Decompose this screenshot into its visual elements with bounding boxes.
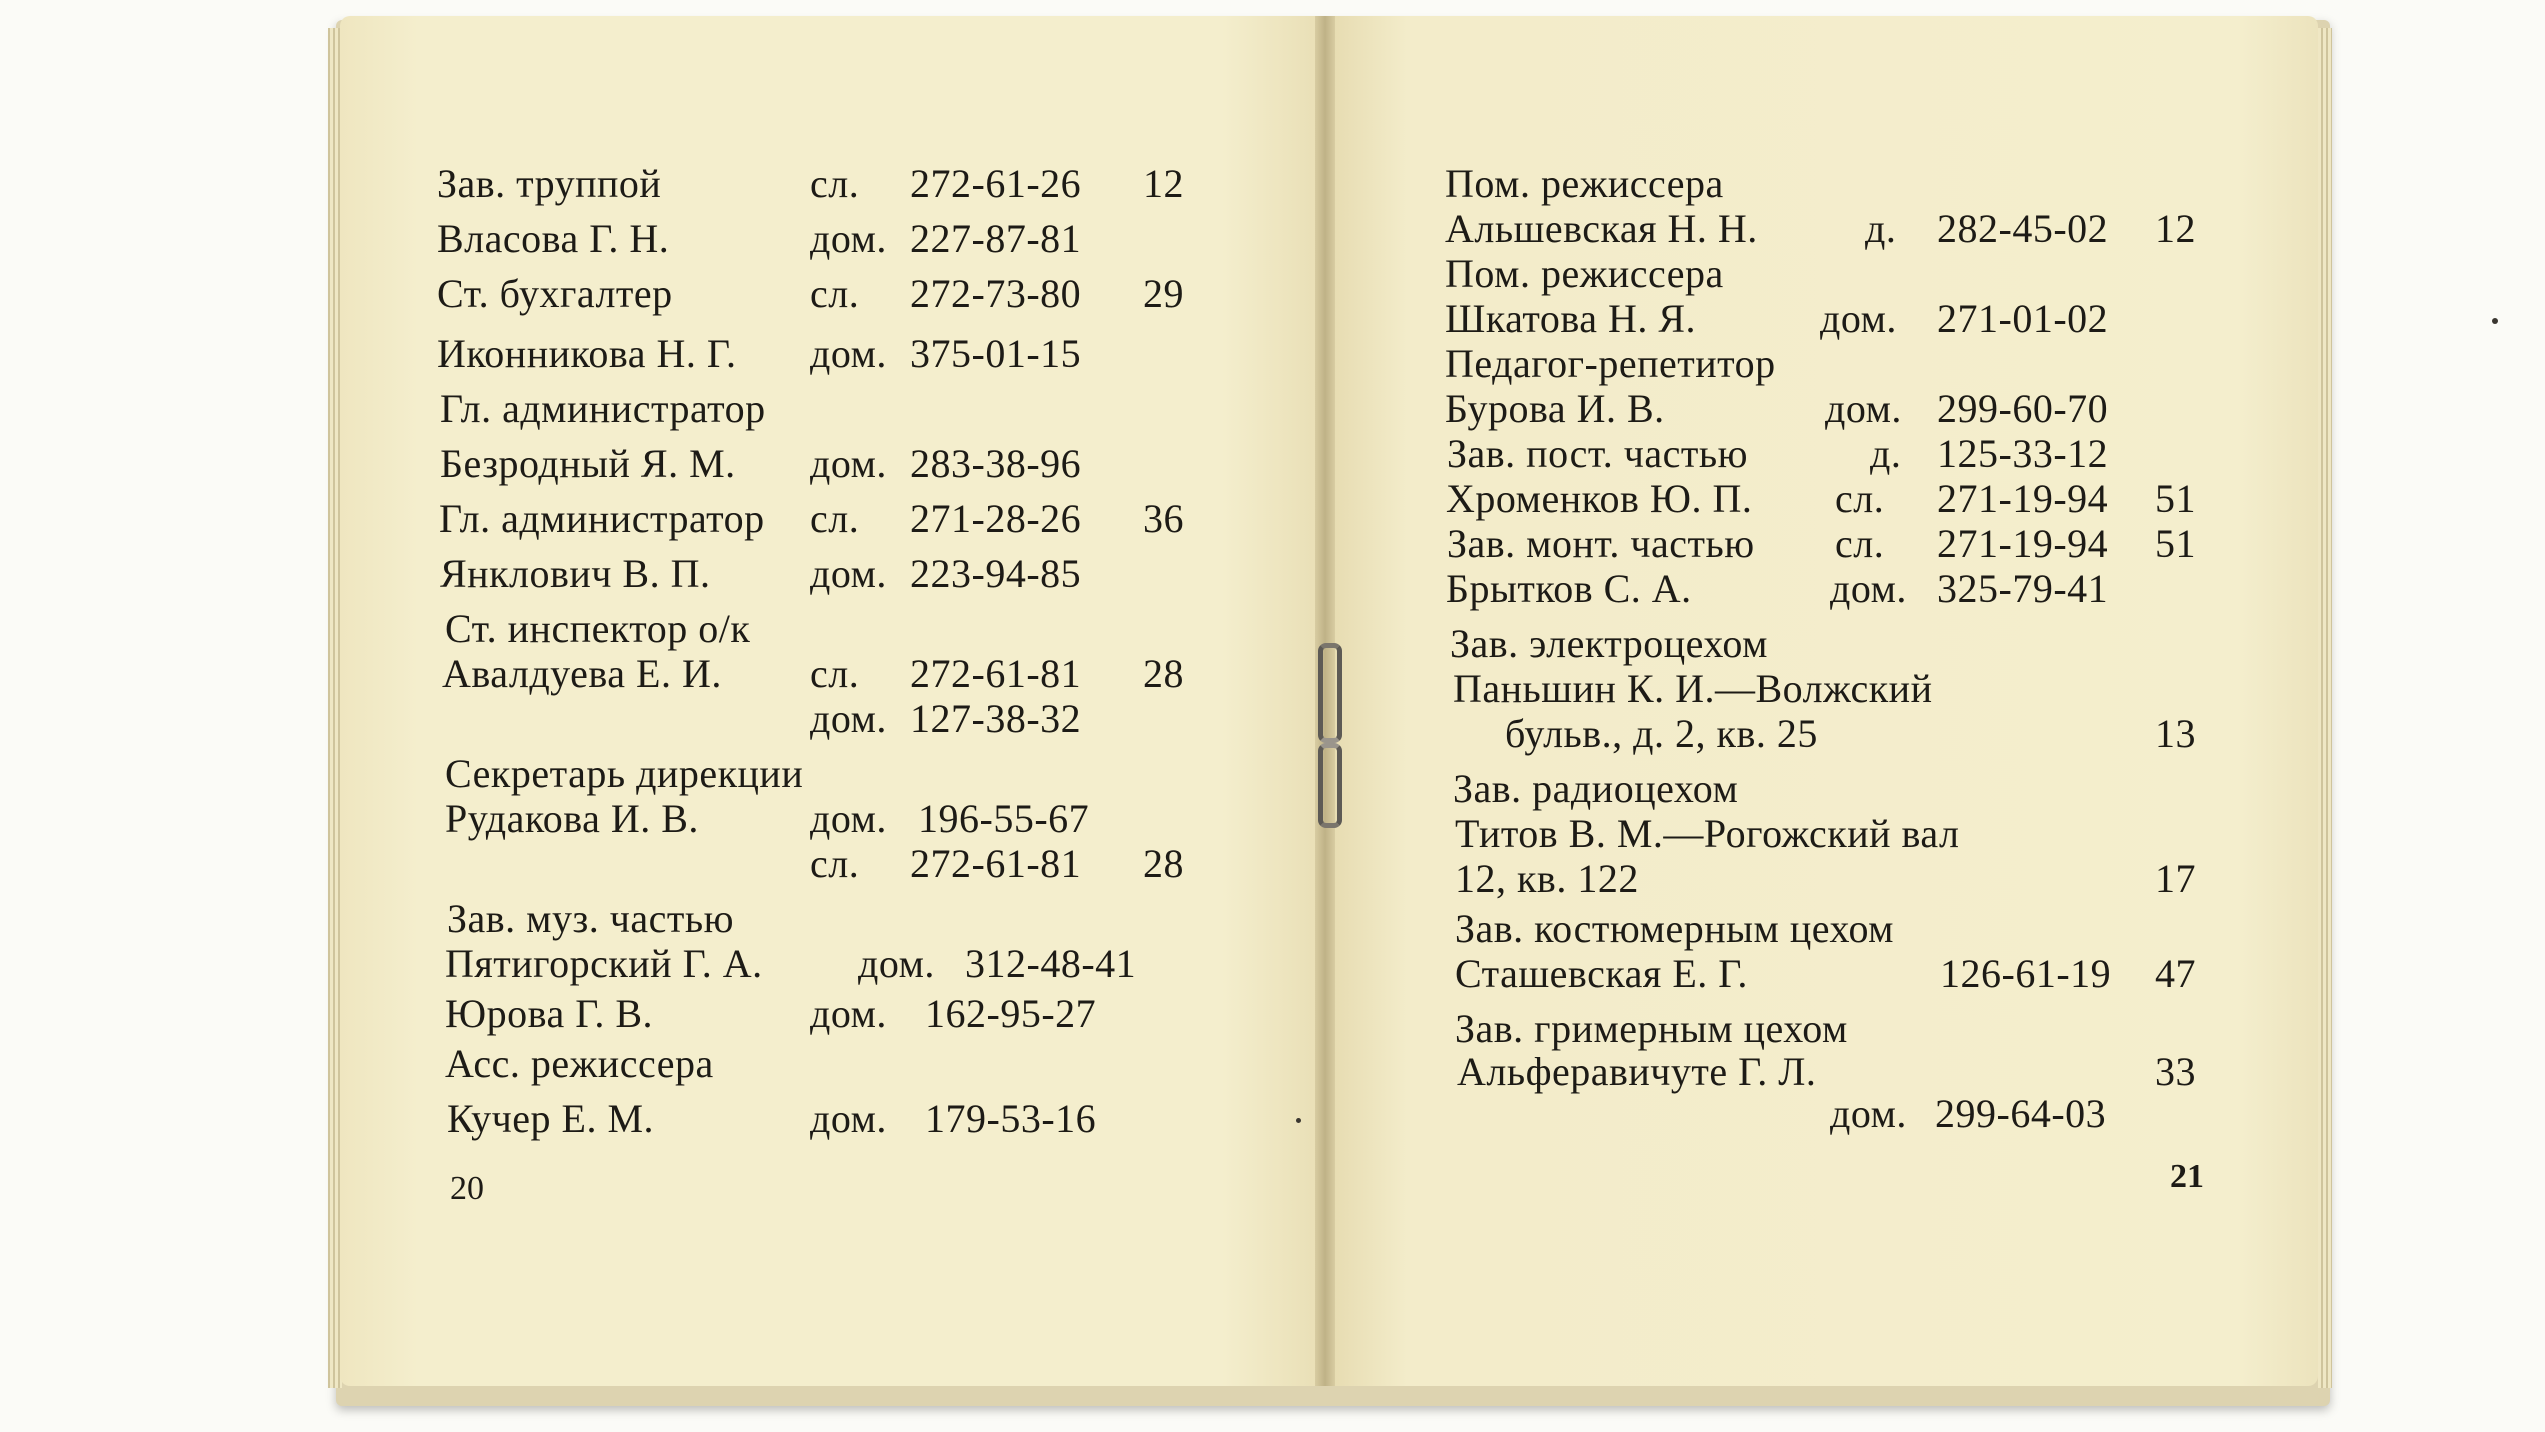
entry-name: Янклович В. П. — [440, 551, 711, 596]
entry-name: 12, кв. 122 — [1455, 856, 1639, 901]
entry-phone-number: 126-61-19 — [1940, 951, 2112, 996]
entry-extension: 47 — [2155, 951, 2196, 996]
entry-name: Бурова И. В. — [1445, 386, 1665, 431]
entry-name: Гл. администратор — [440, 386, 766, 431]
entry-phone-type: дом. — [810, 331, 887, 376]
right-page-number: 21 — [2170, 1158, 2204, 1195]
entry-phone-type: дом. — [810, 551, 887, 596]
entry-extension: 12 — [1143, 161, 1184, 206]
entry-name: Шкатова Н. Я. — [1445, 296, 1697, 341]
entry-name: Власова Г. Н. — [437, 216, 670, 261]
entry-name: Сташевская Е. Г. — [1455, 951, 1748, 996]
entry-phone-number: 271-19-94 — [1937, 521, 2109, 566]
entry-phone-type: дом. — [810, 441, 887, 486]
entry-name: Гл. администратор — [439, 496, 765, 541]
entry-extension: 51 — [2155, 521, 2196, 566]
entry-extension: 12 — [2155, 206, 2196, 251]
entry-phone-number: 196-55-67 — [918, 796, 1090, 841]
entry-extension: 36 — [1143, 496, 1184, 541]
entry-phone-number: 272-73-80 — [910, 271, 1082, 316]
entry-name: Пом. режиссера — [1445, 251, 1724, 296]
entry-phone-type: сл. — [810, 651, 860, 696]
entry-phone-number: 272-61-81 — [910, 841, 1082, 886]
entry-extension: 51 — [2155, 476, 2196, 521]
entry-phone-type: дом. — [810, 696, 887, 741]
entry-phone-type: д. — [1865, 206, 1897, 251]
entry-name: Брытков С. А. — [1446, 566, 1692, 611]
entry-phone-type: дом. — [1825, 386, 1902, 431]
entry-phone-type: сл. — [810, 841, 860, 886]
entry-phone-type: дом. — [810, 216, 887, 261]
entry-name: Иконникова Н. Г. — [437, 331, 737, 376]
entry-name: Пом. режиссера — [1445, 161, 1724, 206]
entry-phone-number: 299-60-70 — [1937, 386, 2109, 431]
entry-name: бульв., д. 2, кв. 25 — [1505, 711, 1818, 756]
entry-phone-number: 312-48-41 — [965, 941, 1137, 986]
entry-phone-number: 127-38-32 — [910, 696, 1082, 741]
entry-name: Альферавичуте Г. Л. — [1457, 1049, 1817, 1094]
entry-phone-type: дом. — [1820, 296, 1897, 341]
staple-bottom — [1318, 743, 1342, 828]
entry-phone-number: 227-87-81 — [910, 216, 1082, 261]
entry-phone-type: дом. — [810, 1096, 887, 1141]
entry-name: Зав. муз. частью — [447, 896, 735, 941]
entry-phone-number: 299-64-03 — [1935, 1091, 2107, 1136]
entry-name: Ст. инспектор о/к — [445, 606, 751, 651]
entry-phone-number: 272-61-81 — [910, 651, 1082, 696]
entry-name: Асс. режиссера — [445, 1041, 714, 1086]
entry-name: Безродный Я. М. — [440, 441, 736, 486]
entry-phone-number: 283-38-96 — [910, 441, 1082, 486]
entry-extension: 33 — [2155, 1049, 2196, 1094]
entry-phone-type: сл. — [810, 271, 860, 316]
entry-phone-type: сл. — [810, 161, 860, 206]
entry-name: Паньшин К. И.—Волжский — [1453, 666, 1933, 711]
staple-top — [1318, 643, 1342, 743]
entry-name: Юрова Г. В. — [445, 991, 654, 1036]
entry-name: Зав. труппой — [437, 161, 662, 206]
entry-extension: 28 — [1143, 651, 1184, 696]
entry-name: Зав. радиоцехом — [1453, 766, 1739, 811]
entry-name: Секретарь дирекции — [445, 751, 804, 796]
entry-name: Альшевская Н. Н. — [1445, 206, 1758, 251]
entry-phone-number: 272-61-26 — [910, 161, 1082, 206]
entry-name: Зав. гримерным цехом — [1455, 1006, 1848, 1051]
left-page-number: 20 — [450, 1170, 484, 1207]
entry-extension: 13 — [2155, 711, 2196, 756]
entry-phone-type: дом. — [1830, 566, 1907, 611]
entry-phone-number: 271-19-94 — [1937, 476, 2109, 521]
entry-extension: 17 — [2155, 856, 2196, 901]
paper-speck — [1296, 1118, 1301, 1123]
entry-phone-number: 125-33-12 — [1937, 431, 2109, 476]
entry-name: Кучер Е. М. — [447, 1096, 655, 1141]
entry-phone-type: сл. — [1835, 521, 1885, 566]
paper-speck — [2492, 318, 2498, 324]
entry-phone-number: 179-53-16 — [925, 1096, 1097, 1141]
entry-name: Зав. пост. частью — [1447, 431, 1749, 476]
entry-name: Зав. монт. частью — [1447, 521, 1755, 566]
entry-name: Хроменков Ю. П. — [1446, 476, 1753, 521]
entry-phone-number: 162-95-27 — [925, 991, 1097, 1036]
entry-name: Зав. костюмерным цехом — [1455, 906, 1894, 951]
entry-phone-type: дом. — [810, 991, 887, 1036]
entry-phone-number: 271-28-26 — [910, 496, 1082, 541]
entry-phone-number: 282-45-02 — [1937, 206, 2109, 251]
entry-name: Авалдуева Е. И. — [442, 651, 722, 696]
entry-name: Рудакова И. В. — [445, 796, 699, 841]
entry-name: Титов В. М.—Рогожский вал — [1455, 811, 1960, 856]
entry-extension: 28 — [1143, 841, 1184, 886]
entry-name: Ст. бухгалтер — [437, 271, 673, 316]
entry-phone-type: дом. — [858, 941, 935, 986]
entry-phone-number: 223-94-85 — [910, 551, 1082, 596]
entry-phone-number: 325-79-41 — [1937, 566, 2109, 611]
entry-phone-type: дом. — [1830, 1091, 1907, 1136]
entry-phone-type: д. — [1870, 431, 1902, 476]
entry-name: Пятигорский Г. А. — [445, 941, 763, 986]
entry-extension: 29 — [1143, 271, 1184, 316]
entry-phone-type: сл. — [810, 496, 860, 541]
right-page-edges — [2318, 28, 2332, 1388]
entry-phone-type: сл. — [1835, 476, 1885, 521]
entry-phone-number: 271-01-02 — [1937, 296, 2109, 341]
entry-phone-number: 375-01-15 — [910, 331, 1082, 376]
entry-phone-type: дом. — [810, 796, 887, 841]
entry-name: Педагог-репетитор — [1445, 341, 1776, 386]
entry-name: Зав. электроцехом — [1450, 621, 1768, 666]
